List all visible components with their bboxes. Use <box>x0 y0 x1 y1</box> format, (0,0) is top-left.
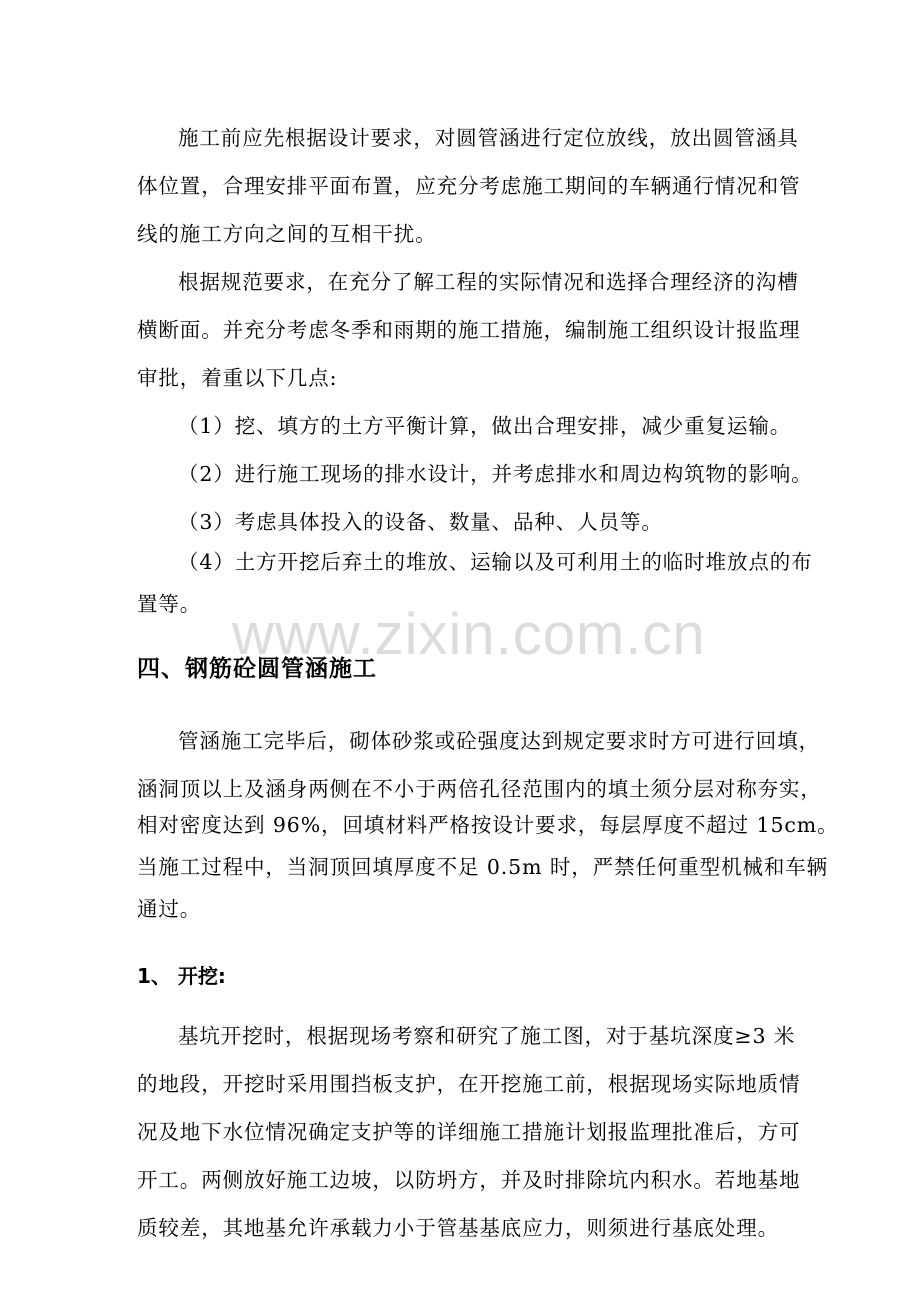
section-heading: 四、钢筋砼圆管涵施工 <box>137 656 377 682</box>
paragraph-3-line-4: 当施工过程中，当洞顶回填厚度不足 0.5m 时，严禁任何重型机械和车辆 <box>137 855 829 879</box>
list-item-3: （3）考虑具体投入的设备、数量、品种、人员等。 <box>178 510 663 534</box>
paragraph-4-line-1: 基坑开挖时，根据现场考察和研究了施工图，对于基坑深度≥3 米 <box>178 1024 796 1048</box>
paragraph-4-line-4: 开工。两侧放好施工边坡，以防坍方，并及时排除坑内积水。若地基地 <box>137 1168 801 1192</box>
paragraph-3-line-3: 相对密度达到 96%，回填材料严格按设计要求，每层厚度不超过 15cm。 <box>137 813 839 837</box>
list-item-1: （1）挖、填方的土方平衡计算，做出合理安排，减少重复运输。 <box>178 414 792 438</box>
paragraph-4-line-5: 质较差，其地基允许承载力小于管基基底应力，则须进行基底处理。 <box>137 1216 779 1240</box>
paragraph-3-line-5: 通过。 <box>137 897 202 921</box>
list-item-4: （4）土方开挖后弃土的堆放、运输以及可利用土的临时堆放点的布 <box>178 550 813 574</box>
paragraph-1-line-2: 体位置，合理安排平面布置，应充分考虑施工期间的车辆通行情况和管 <box>137 174 801 198</box>
paragraph-3-line-1: 管涵施工完毕后，砌体砂浆或砼强度达到规定要求时方可进行回填， <box>178 729 820 753</box>
list-item-2: （2）进行施工现场的排水设计，并考虑排水和周边构筑物的影响。 <box>178 462 813 486</box>
subheading-excavation: 1、 开挖: <box>137 964 226 988</box>
paragraph-4-line-2: 的地段，开挖时采用围挡板支护，在开挖施工前，根据现场实际地质情 <box>137 1072 801 1096</box>
paragraph-1-line-3: 线的施工方向之间的互相干扰。 <box>137 222 437 246</box>
paragraph-1-line-1: 施工前应先根据设计要求，对圆管涵进行定位放线，放出圆管涵具 <box>178 126 799 150</box>
paragraph-4-line-3: 况及地下水位情况确定支护等的详细施工措施计划报监理批准后，方可 <box>137 1120 801 1144</box>
watermark-text: www.zixin.com.cn <box>232 602 706 667</box>
list-item-4-continuation: 置等。 <box>137 592 202 616</box>
paragraph-2-line-2: 横断面。并充分考虑冬季和雨期的施工措施，编制施工组织设计报监理 <box>137 318 801 342</box>
paragraph-2-line-1: 根据规范要求，在充分了解工程的实际情况和选择合理经济的沟槽 <box>178 270 799 294</box>
paragraph-2-line-3: 审批，着重以下几点: <box>137 366 338 390</box>
paragraph-3-line-2: 涵洞顶以上及涵身两侧在不小于两倍孔径范围内的填土须分层对称夯实， <box>137 777 822 801</box>
